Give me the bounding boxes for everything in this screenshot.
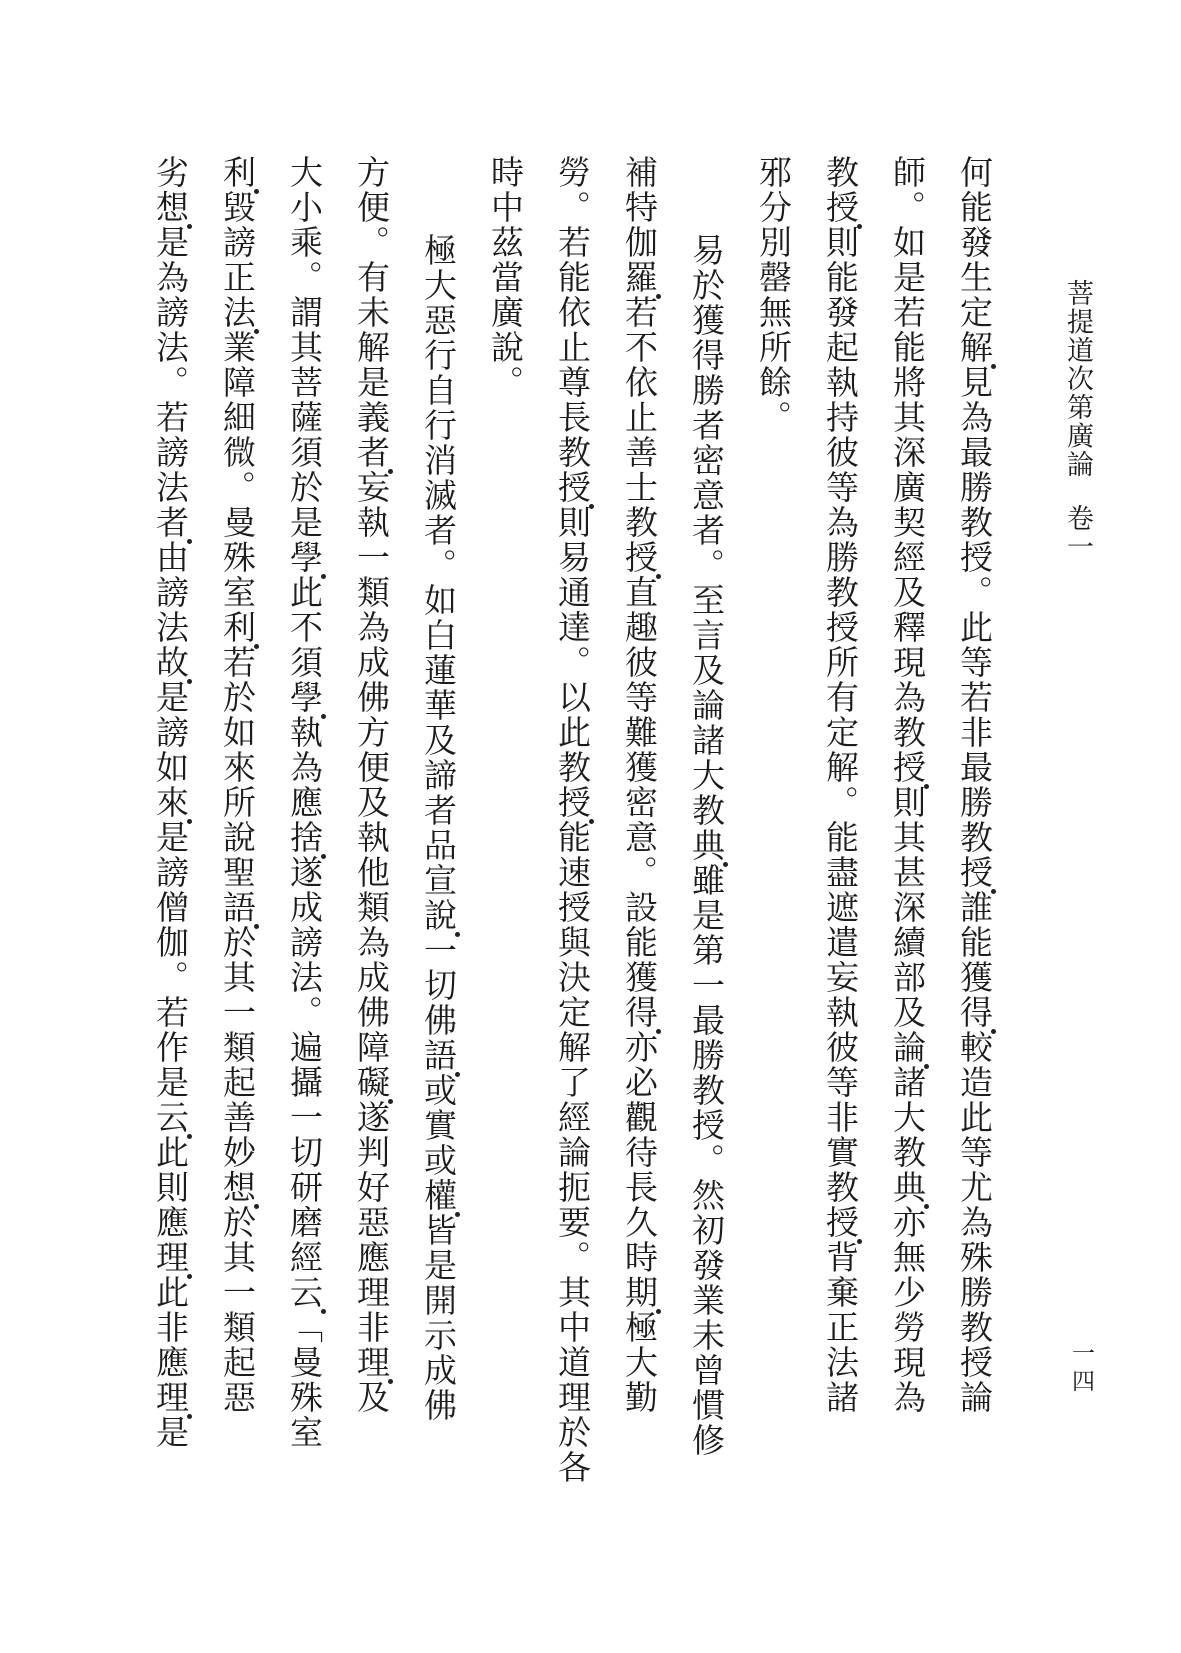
volume-label: 卷一 xyxy=(1063,503,1093,561)
pause-dot xyxy=(187,1414,192,1419)
pause-dot xyxy=(187,1134,192,1139)
text-column: 勞。若能依止尊長教授 則易通達。以此教授 能速授與決定解了經論扼要。其中道理於各 xyxy=(554,155,588,1520)
pause-dot xyxy=(924,1204,929,1209)
text-column: 師。如是若能將其深廣契經及釋現為教授 則其甚深續部及論 諸大教典 亦無少勞現為 xyxy=(889,155,923,1520)
running-title xyxy=(1062,279,1098,561)
pause-dot xyxy=(924,784,929,789)
pause-dot xyxy=(388,1379,393,1384)
text-column: 邪分別罄無所餘。 xyxy=(754,155,790,435)
pause-dot xyxy=(589,819,594,824)
text-column: 極大惡行自行消滅者。如白蓮華及諦者品宣說 一切佛語 或實或權 皆是開示成佛 xyxy=(420,155,454,1520)
pause-dot xyxy=(254,924,259,929)
pause-dot xyxy=(321,574,326,579)
pause-dot xyxy=(254,1204,259,1209)
text-column: 大小乘。謂其菩薩須於是學 此不須學 執為應捨 遂成謗法。遍攝一切研磨經云 「曼殊室 xyxy=(286,155,320,1520)
pause-dot xyxy=(656,1309,661,1314)
page-number: 一四 xyxy=(1069,1341,1094,1397)
text-column: 利 毀謗正法 業障細微。曼殊室利 若於如來所說聖語 於其一類起善妙想 於其一類起惡 xyxy=(219,155,253,1520)
text-column: 教授 則能發起執持彼等為勝教授所有定解。能盡遮遣妄執彼等非實教授 背棄正法諸 xyxy=(822,155,856,1520)
text-column: 補特伽羅 若不依止善士教授 直趣彼等難獲密意。設能獲得 亦必觀待長久時期 極大勤 xyxy=(621,155,655,1520)
text-columns xyxy=(119,155,990,1520)
pause-dot xyxy=(857,224,862,229)
pause-dot xyxy=(254,644,259,649)
pause-dot xyxy=(187,1274,192,1279)
pause-dot xyxy=(589,504,594,509)
pause-dot xyxy=(187,539,192,544)
pause-dot xyxy=(187,819,192,824)
pause-dot xyxy=(388,469,393,474)
pause-dot xyxy=(857,1239,862,1244)
text-column: 方便。有未解是義者 妄執一類為成佛方便及執他類為成佛障礙 遂判好惡應理非理 及 xyxy=(353,155,387,1520)
pause-dot xyxy=(455,1072,460,1077)
pause-dot xyxy=(991,364,996,369)
pause-dot xyxy=(991,1029,996,1034)
pause-dot xyxy=(723,862,728,867)
pause-dot xyxy=(924,1064,929,1069)
text-column: 時中茲當廣說。 xyxy=(486,155,522,400)
pause-dot xyxy=(455,932,460,937)
pause-dot xyxy=(991,889,996,894)
pause-dot xyxy=(254,329,259,334)
book-title: 菩提道次第廣論 xyxy=(1063,279,1093,479)
pause-dot xyxy=(656,574,661,579)
pause-dot xyxy=(656,294,661,299)
pause-dot xyxy=(254,189,259,194)
pause-dot xyxy=(455,1212,460,1217)
pause-dot xyxy=(321,1309,326,1314)
text-column: 何能發生定解 見為最勝教授。此等若非最勝教授 誰能獲得 較造此等尤為殊勝教授論 xyxy=(956,155,990,1520)
pause-dot xyxy=(321,714,326,719)
pause-dot xyxy=(187,224,192,229)
pause-dot xyxy=(187,679,192,684)
text-column: 劣想 是為謗法。若謗法者 由謗法故 是謗如來 是謗僧伽。若作是云 此則應理 此非應理 是 xyxy=(152,155,186,1520)
pause-dot xyxy=(321,854,326,859)
pause-dot xyxy=(388,1099,393,1104)
pause-dot xyxy=(656,1029,661,1034)
text-column: 易於獲得勝者密意者。至言及論諸大教典 雖是第一最勝教授。然初發業未曾慣修 xyxy=(688,155,722,1520)
